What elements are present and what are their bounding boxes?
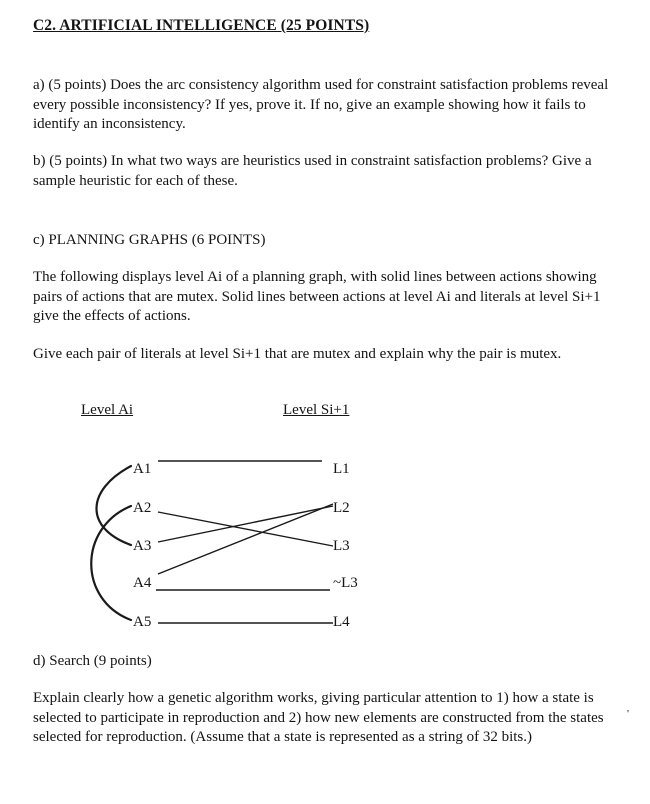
edge-a2-l3 (158, 512, 333, 546)
level-ai-header: Level Ai (81, 402, 134, 418)
edge-a4-l2 (158, 504, 333, 574)
literal-l1: L1 (333, 461, 350, 477)
question-c-heading: c) PLANNING GRAPHS (6 POINTS) (33, 232, 266, 248)
page-title: C2. ARTIFICIAL INTELLIGENCE (25 POINTS) (33, 17, 370, 34)
question-a: a) (5 points) Does the arc consistency algorithm used for constraint satisfaction problems reveal every possible inconsistency? If yes, prove it. If no, give an example showing how it fails to identify an inconsistency. (33, 77, 609, 132)
question-b: b) (5 points) In what two ways are heuristics used in constraint satisfaction problems? Give a sample heuristic for each of these. (33, 153, 592, 189)
action-a3: A3 (133, 538, 152, 554)
edge-a3-l2 (158, 506, 333, 542)
action-a5: A5 (133, 614, 152, 630)
mutex-a2-a5 (91, 506, 131, 620)
action-a2: A2 (133, 500, 152, 516)
stray-mark: ' (627, 708, 629, 720)
question-d-text: Explain clearly how a genetic algorithm works, giving particular attention to 1) how a state is selected to participate in reproduction and 2) how new elements are constructed from the states selected for reproduction. (Assume that a state is represented as a string of 32 bits.) (33, 690, 604, 745)
literal-l2: L2 (333, 500, 350, 516)
level-si1-header: Level Si+1 (283, 402, 350, 418)
question-c-prompt: Give each pair of literals at level Si+1 that are mutex and explain why the pair is mutex. (33, 346, 562, 362)
question-c-description: The following displays level Ai of a planning graph, with solid lines between actions showing pairs of actions that are mutex. Solid lines between actions at level Ai and literals at level Si+1 give the effects of actions. (33, 269, 601, 324)
mutex-a1-a3 (96, 466, 131, 545)
literal-l4: L4 (333, 614, 350, 630)
action-a1: A1 (133, 461, 152, 477)
action-a4: A4 (133, 575, 152, 591)
literal-l3: L3 (333, 538, 350, 554)
literal-not-l3: ~L3 (333, 575, 358, 591)
question-d-heading: d) Search (9 points) (33, 653, 152, 669)
